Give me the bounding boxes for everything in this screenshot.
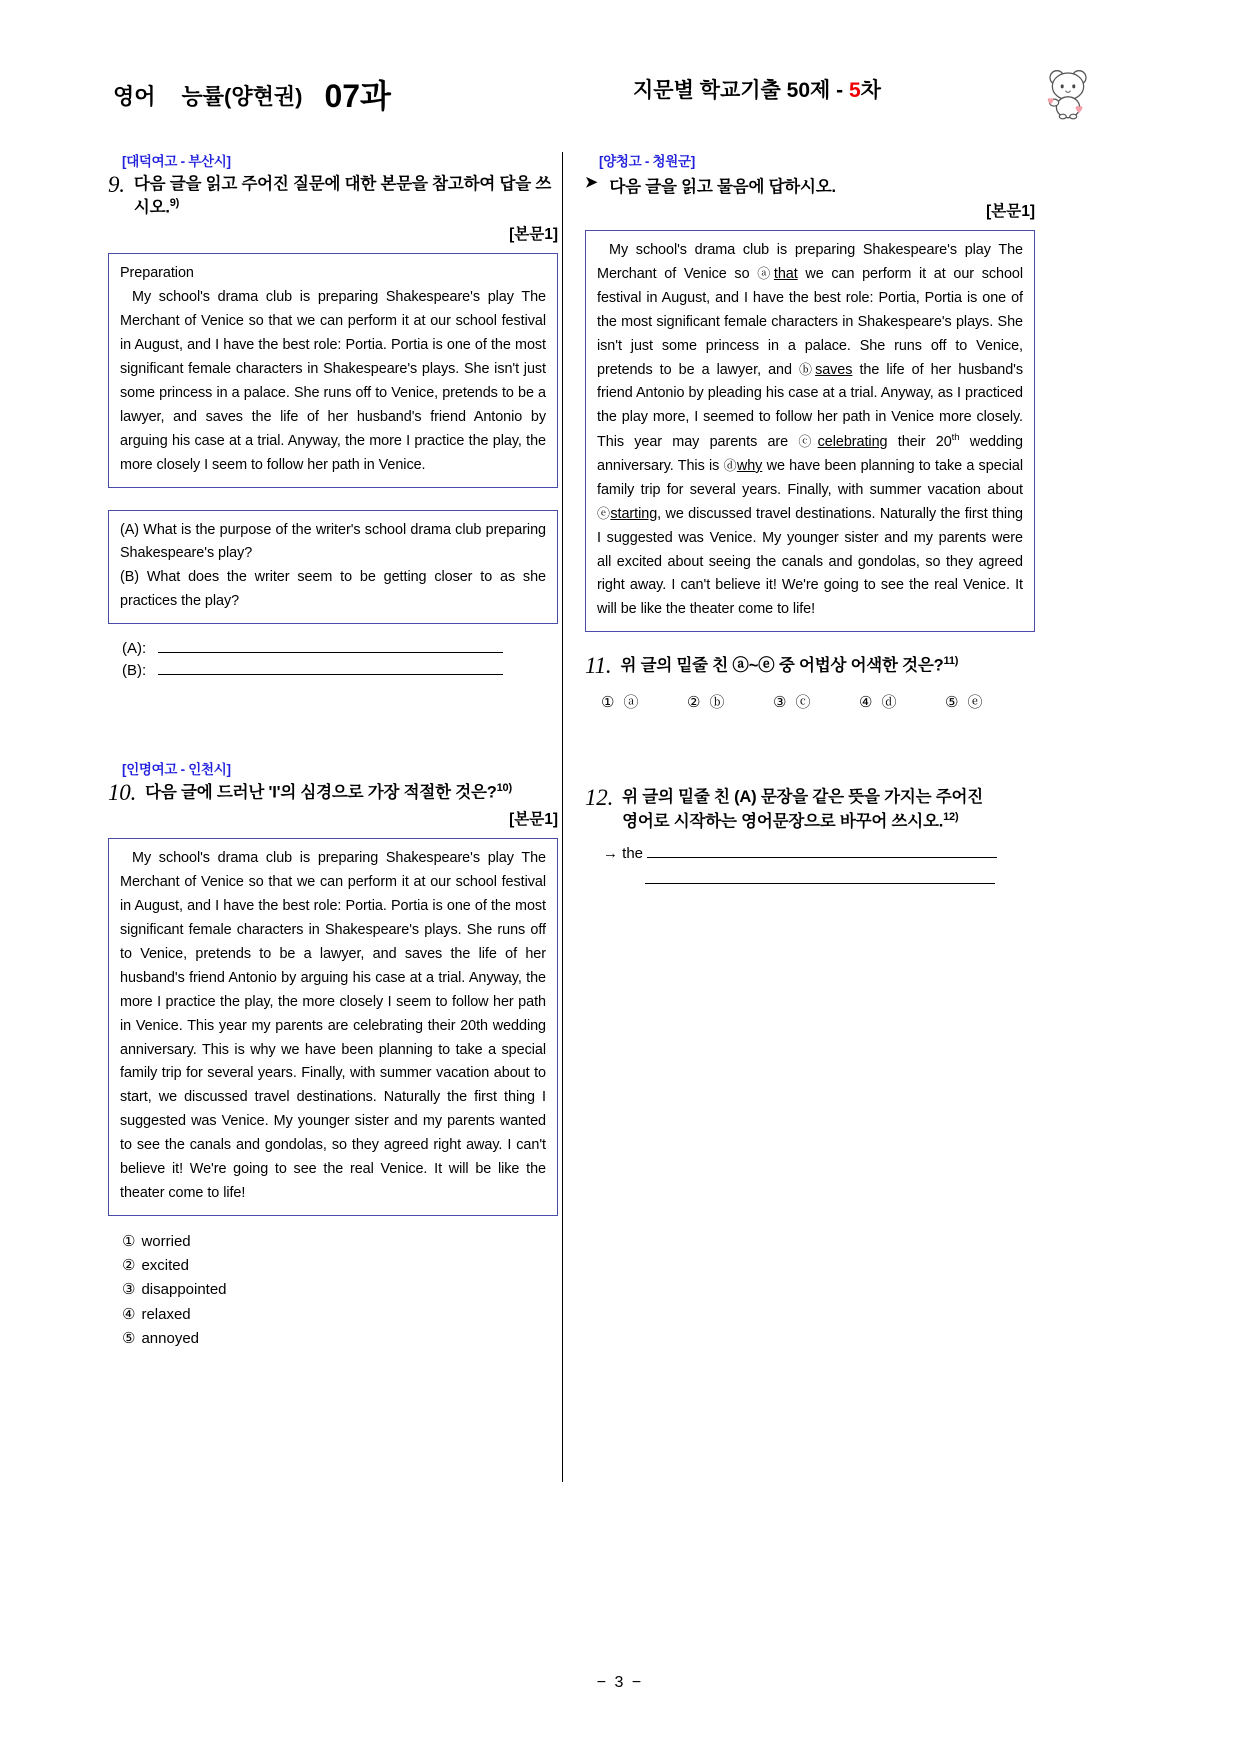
header-lesson: 07과 <box>324 78 391 114</box>
question-11-text <box>620 654 1035 678</box>
question-10-header <box>108 781 558 805</box>
header-left-title <box>113 68 391 114</box>
choice-label: ⓔ <box>967 694 983 712</box>
header-right-title <box>633 74 881 104</box>
underline-c: celebrating <box>817 434 888 451</box>
header-round-number: 5 <box>848 79 861 102</box>
choice-item[interactable] <box>122 1230 558 1254</box>
school-tag-q9: [대덕여고 - 부산시] <box>122 154 231 169</box>
choice-number: ③ <box>122 1281 136 1299</box>
question-9-prompt: 다음 글을 읽고 주어진 질문에 대한 본문을 참고하여 답을 쓰시오. <box>133 175 552 217</box>
school-tag-q10: [인명여고 - 인천시] <box>122 762 231 778</box>
school-tag-right: [양청고 - 청원군] <box>599 154 695 169</box>
right-column <box>585 150 1035 884</box>
choices-q10 <box>122 1230 558 1351</box>
underline-e: starting <box>610 505 658 522</box>
choice-number: ④ <box>122 1305 136 1323</box>
source-label-right: [본문1] <box>986 203 1035 220</box>
choice-item[interactable] <box>859 691 945 712</box>
question-11-header <box>585 654 1035 678</box>
passage-seg-1: My school's drama club is preparing Shakespeare's play The Merchant of Venice so <box>597 242 1023 282</box>
choice-label: ⓐ <box>623 694 639 712</box>
question-block-9 <box>108 150 558 679</box>
choice-label: excited <box>141 1257 189 1275</box>
answer-blank-1[interactable] <box>647 845 997 858</box>
passage-label-q9: Preparation <box>120 265 194 282</box>
question-11-footnote: 11) <box>943 655 959 668</box>
passage-seg-5: we have been planning to take a special family trip for several years. Finally, with summer vacation about <box>597 457 1024 498</box>
header-book: 능률(양현권) <box>181 84 303 109</box>
question-9-text <box>134 173 558 220</box>
question-9-footnote: 9) <box>169 197 180 210</box>
answer-a-blank[interactable] <box>158 640 503 653</box>
question-12-header <box>585 786 1035 833</box>
choice-label: worried <box>141 1232 191 1250</box>
header-round-suffix: 차 <box>860 79 881 102</box>
question-10-prompt: 다음 글에 드러난 'I'의 심경으로 가장 적절한 것은? <box>145 783 497 802</box>
choice-item[interactable] <box>773 691 859 712</box>
column-divider <box>562 152 563 1482</box>
question-12-number: 12. <box>585 785 614 811</box>
question-11-number: 11. <box>585 653 612 679</box>
passage-text-q9: My school's drama club is preparing Shakespeare's play The Merchant of Venice so that we can perform it at our school festival in August, and I have the best role: Portia. Portia is one of the most significant female characters in Shakespeare's plays. She isn't just some princess in a palace. She runs off to Venice, pretends to be a lawyer, and saves the life of her husband's friend Antonio by arguing his case at a trial. Anyway, the more I practice the play, the more closely I seem to follow her path in Venice. <box>120 289 546 473</box>
choice-label: ⓓ <box>881 694 897 712</box>
choice-label: relaxed <box>141 1305 191 1323</box>
answer-row-1 <box>603 845 1035 862</box>
subquestion-b-q9: (B) What does the writer seem to be getting closer to as she practices the play? <box>120 569 546 610</box>
passage-intro-header <box>585 173 1035 197</box>
header-subject: 영어 <box>113 84 156 109</box>
underline-d: why <box>736 457 763 474</box>
choice-item[interactable] <box>122 1303 558 1327</box>
answer-lead-text: → the <box>603 844 644 862</box>
choice-item[interactable] <box>122 1327 558 1351</box>
passage-seg-4: wedding anniversary. This is <box>597 434 1023 474</box>
choice-number: ① <box>122 1232 136 1250</box>
choice-label: disappointed <box>141 1281 227 1299</box>
ordinal-suffix: th <box>951 432 960 444</box>
choice-item[interactable] <box>122 1254 558 1278</box>
passage-seg-6: , we discussed travel destinations. Naturally the first thing I suggested was Venice. My younger sister and my parents were all excited about seeing the canals and gondolas, so they agreed right away. I can't believe it! We're going to see the real Venice. It will be like the theater come to life! <box>597 505 1023 618</box>
question-11-prompt: 위 글의 밑줄 친 ⓐ~ⓔ 중 어법상 어색한 것은? <box>620 656 944 675</box>
question-9-header <box>108 173 558 220</box>
answer-blank-2[interactable] <box>645 871 995 884</box>
header-series-label: 지문별 학교기출 50제 - <box>633 79 849 102</box>
choice-number: ② <box>687 694 701 712</box>
left-column <box>108 150 558 1351</box>
page-header <box>0 62 1240 124</box>
choice-label: annoyed <box>141 1330 200 1348</box>
passage-intro-block <box>585 150 1035 221</box>
choice-number: ① <box>601 694 615 712</box>
question-12-text <box>622 786 1035 833</box>
choices-q11 <box>601 691 1035 712</box>
passage-box-right <box>585 230 1035 632</box>
bear-mascot-icon <box>1038 62 1098 120</box>
choice-number: ⑤ <box>945 694 959 712</box>
answer-area-q12 <box>603 845 1035 884</box>
passage-seg-3: the life of her husband's friend Antonio by pleading his case at a trial. Anyway, as I practiced the play more, I seemed to follow her path in Venice more closely. This year may parents are <box>597 361 1023 451</box>
marker-e-icon: ⓔ <box>597 505 611 521</box>
passage-box-q9 <box>108 253 558 487</box>
answer-b-label: (B): <box>122 662 147 680</box>
question-block-12 <box>585 786 1035 883</box>
answer-row-b <box>122 662 558 679</box>
choice-item[interactable] <box>687 691 773 712</box>
choice-number: ⑤ <box>122 1330 136 1348</box>
passage-box-q10 <box>108 838 558 1216</box>
choice-label: ⓑ <box>709 694 725 712</box>
underline-a: that <box>773 265 798 282</box>
passage-intro-text: 다음 글을 읽고 물음에 답하시오. <box>609 178 836 196</box>
question-12-prompt-line2: 영어로 시작하는 영어문장으로 바꾸어 쓰시오. <box>622 812 944 831</box>
answer-row-a <box>122 640 558 657</box>
underline-b: saves <box>815 361 853 378</box>
page-footer <box>0 1674 1240 1692</box>
question-9-number: 9. <box>108 172 125 197</box>
question-10-text <box>145 781 558 805</box>
question-12-prompt-line1: 위 글의 밑줄 친 (A) 문장을 같은 뜻을 가지는 주어진 <box>622 788 983 807</box>
subquestion-a-q9: (A) What is the purpose of the writer's school drama club preparing Shakespeare's play? <box>120 521 546 562</box>
marker-c-icon: ⓒ <box>798 434 818 450</box>
source-label-q9: [본문1] <box>509 226 558 244</box>
question-10-footnote: 10) <box>496 782 512 795</box>
subquestion-box-q9 <box>108 510 558 625</box>
page-number: − 3 − <box>596 1674 644 1691</box>
answer-a-label: (A): <box>122 640 147 658</box>
choice-item[interactable] <box>945 691 1031 712</box>
passage-seg-2: we can perform it at our school festival in August, and I have the best role: Portia, Portia is one of the most significant female characters in Shakespeare's plays. She isn't just some princess in a palace. She runs off to Venice, pretends to be a lawyer, and <box>597 265 1023 378</box>
arrow-icon: ➤ <box>585 174 598 191</box>
question-block-11 <box>585 654 1035 712</box>
answer-lines-q9 <box>122 640 558 679</box>
marker-d-icon: ⓓ <box>723 457 737 473</box>
choice-number: ④ <box>859 694 873 712</box>
question-10-number: 10. <box>108 780 137 806</box>
marker-a-icon: ⓐ <box>757 265 774 281</box>
question-12-footnote: 12) <box>943 810 959 823</box>
answer-b-blank[interactable] <box>158 662 503 675</box>
passage-text-q10: My school's drama club is preparing Shakespeare's play The Merchant of Venice so that we can perform it at our school festival in August, and I have the best role: Portia. Portia is one of the most significant female characters in Shakespeare's plays. She runs off to Venice, pretends to be a lawyer, and saves the life of her husband's friend Antonio by arguing his case at a trial. Anyway, the more I practice the play, the more closely I seem to follow her path in Venice. This year my parents are celebrating their 20th wedding anniversary. This is why we have been planning to take a special family trip for several years. Finally, with summer vacation about to start, we discussed travel destinations. Naturally the first thing I suggested was Venice. My younger sister and my parents wanted to see the canals and gondolas, so they agreed right away. I can't believe it! We're going to see the real Venice. It will be like the theater come to life! <box>120 850 546 1201</box>
choice-item[interactable] <box>122 1278 558 1302</box>
choice-number: ③ <box>773 694 787 712</box>
answer-row-2 <box>645 871 1035 884</box>
passage-text-right <box>597 239 1023 622</box>
choice-number: ② <box>122 1257 136 1275</box>
passage-seg-4pre: their 20 <box>887 434 952 451</box>
choice-item[interactable] <box>601 691 687 712</box>
source-label-q10: [본문1] <box>509 811 558 829</box>
choice-label: ⓒ <box>795 694 811 712</box>
marker-b-icon: ⓑ <box>799 361 816 377</box>
question-block-10 <box>108 758 558 1351</box>
